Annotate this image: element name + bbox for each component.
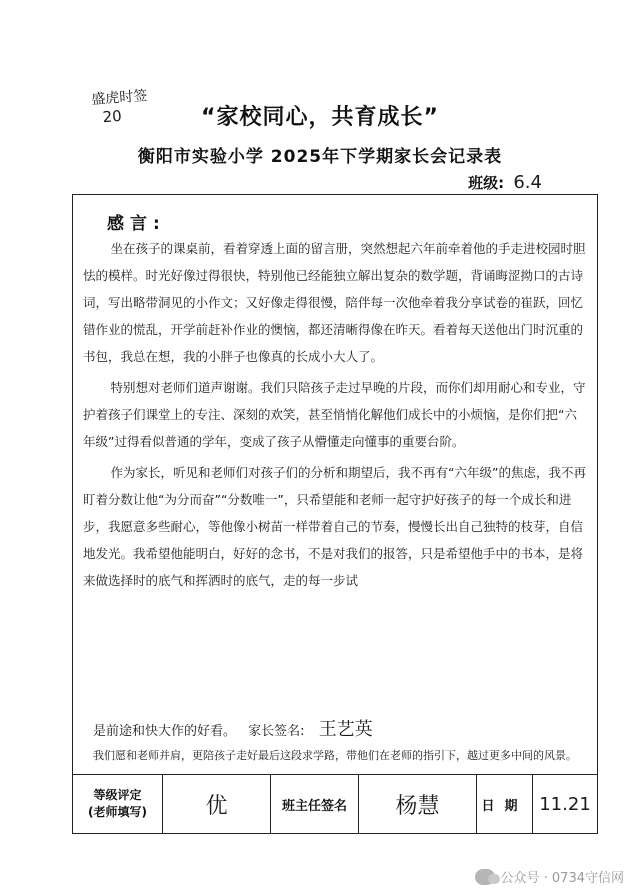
paragraph-2: 特别想对老师们道声谢谢。我们只陪孩子走过早晚的片段，而你们却用耐心和专业，守护着孩子们课堂上的专注、深刻的欢笑，甚至悄悄化解他们成长中的小烦恼，是你们把“六年级”过得看似普通的学年，变成了孩子从懵懂走向懂事的重要台阶。 — [83, 380, 586, 449]
form-subtitle: 衡阳市实验小学 2025年下学期家长会记录表 — [137, 147, 503, 167]
form-title: “家校同心，共育成长” — [201, 105, 439, 130]
teacher-note: 我们愿和老师并肩，更陪孩子走好最后这段求学路，带他们在老师的指引下，越过更多中间的风景。 — [93, 749, 577, 762]
parent-sign-label: 家长签名: — [248, 724, 305, 739]
class-value: 6.4 — [513, 172, 542, 193]
stamp-label: 盛虎时签 — [90, 88, 148, 108]
closing-text: 是前途和快大作的好看。 — [93, 724, 237, 739]
paragraph-3: 作为家长，听见和老师们对孩子们的分析和期望后，我不再有“六年级”的焦虑，我不再盯着分数让他“为分而奋”“分数唯一”，只希望能和老师一起守护好孩子的每一个成长和进步，我愿意多些耐心，等他像小树苗一样带着自己的节奏，慢慢长出自己独特的枝芽，自信地发光。我希望他能明白，好好的念书，不是对我们的报答，只是希望他手中的书本，是将来做选择时的底气和挥洒时的底气，走的每一步试 — [83, 465, 586, 588]
parent-signature: 王艺英 — [318, 719, 373, 740]
evaluation-footer — [73, 774, 597, 833]
teacher-signature: 杨慧 — [359, 775, 477, 833]
watermark — [475, 867, 624, 886]
parent-sign-line — [93, 715, 373, 741]
class-label: 班级: — [468, 174, 505, 192]
teacher-sign-label: 班主任签名 — [271, 775, 359, 833]
wechat-icon — [475, 869, 495, 885]
paragraph-1: 坐在孩子的课桌前，看着穿透上面的留言册，突然想起六年前牵着他的手走进校园时胆怯的模样。时光好像过得很快，特别他已经能独立解出复杂的数学题，背诵晦涩拗口的古诗词，写出略带洞见的小作文；又好像走得很慢，陪伴每一次他牵着我分享试卷的崔跃，回忆错作业的慌乱，开学前赶补作业的懊恼，都还清晰得像在昨天。看着每天送他出门时沉重的书包，我总在想，我的小胖子也像真的长成小大人了。 — [83, 241, 586, 364]
class-field — [468, 172, 542, 193]
date-label: 日期 — [477, 775, 533, 833]
grade-label-sub: (老师填写) — [88, 805, 147, 819]
grade-label: 等级评定 — [93, 788, 142, 802]
watermark-text: 公众号 · 0734守信网 — [500, 871, 624, 886]
section-heading: 感言: — [107, 214, 166, 234]
record-sheet — [72, 194, 598, 834]
grade-value: 优 — [163, 775, 271, 833]
reflection-text — [83, 235, 587, 598]
grade-label-cell — [73, 775, 163, 833]
date-value: 11.21 — [539, 793, 591, 815]
stamp-score: 20 — [102, 106, 123, 127]
